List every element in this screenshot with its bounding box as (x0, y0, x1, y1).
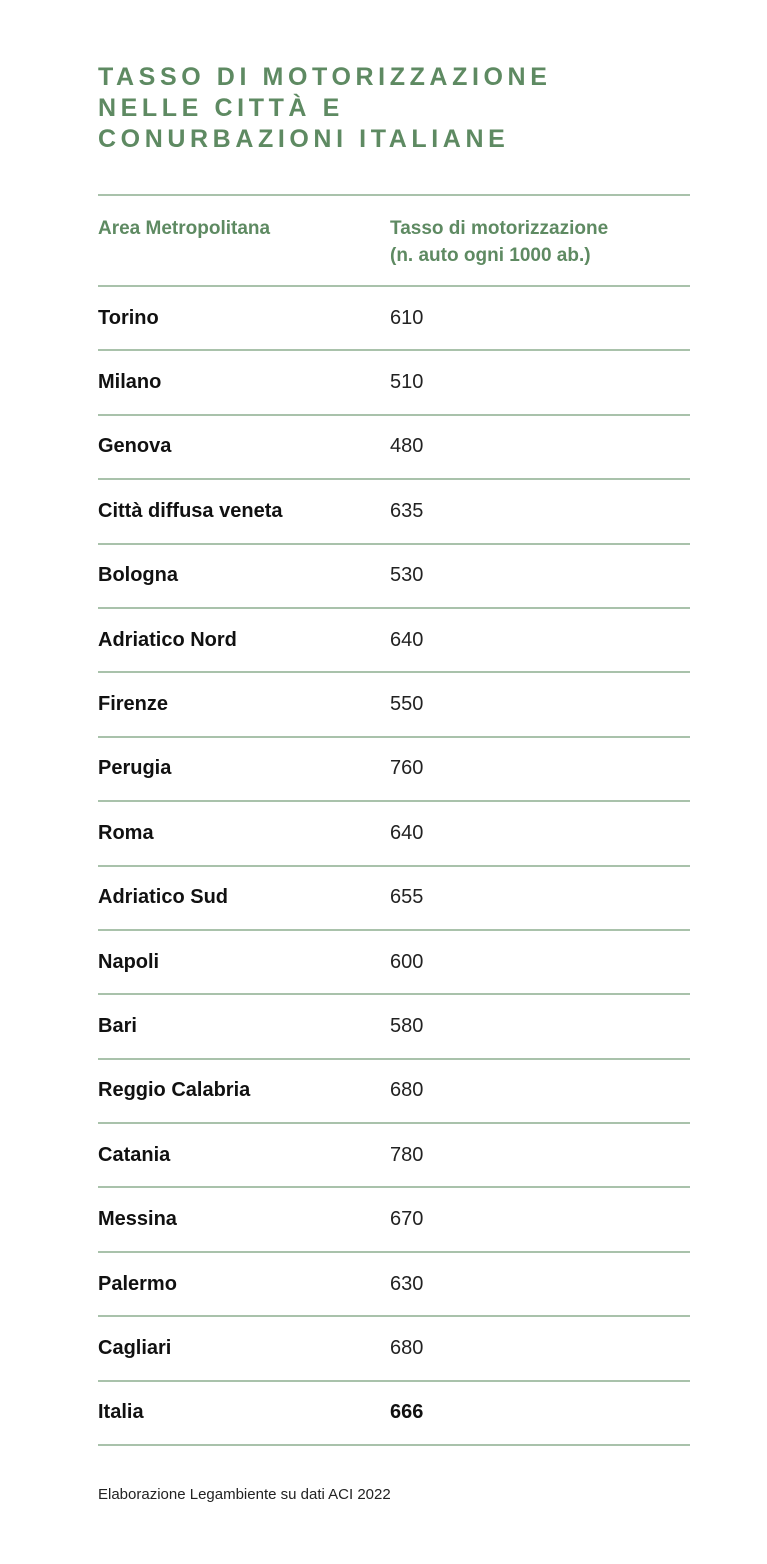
rate-value: 780 (390, 1143, 424, 1166)
area-name: Città diffusa veneta (98, 499, 283, 522)
area-name: Palermo (98, 1272, 177, 1295)
table-row (98, 1253, 690, 1317)
rate-value: 630 (390, 1272, 424, 1295)
header-rate-line-1: Tasso di motorizzazione (390, 218, 609, 239)
title-line-2: NELLE CITTÀ E (98, 94, 344, 122)
area-name: Genova (98, 435, 172, 458)
table-row (98, 1188, 690, 1252)
rate-value: 530 (390, 564, 424, 587)
rate-value: 680 (390, 1079, 424, 1102)
infographic (98, 62, 690, 1424)
page-title (98, 62, 690, 155)
area-name: Roma (98, 821, 154, 844)
area-name: Reggio Calabria (98, 1079, 251, 1102)
area-name: Catania (98, 1143, 171, 1166)
table-row (98, 416, 690, 480)
table-row-total (98, 1382, 690, 1446)
rate-value: 550 (390, 693, 424, 716)
area-name: Italia (98, 1401, 144, 1424)
rate-value: 680 (390, 1336, 424, 1359)
motorization-table (98, 194, 690, 1446)
table-row (98, 738, 690, 802)
header-area: Area Metropolitana (98, 218, 271, 239)
header-rate-line-2: (n. auto ogni 1000 ab.) (390, 245, 591, 266)
title-line-1: TASSO DI MOTORIZZAZIONE (98, 63, 552, 91)
rate-value: 480 (390, 435, 424, 458)
table-row (98, 673, 690, 737)
rate-value: 640 (390, 821, 424, 844)
title-line-3: CONURBAZIONI ITALIANE (98, 125, 510, 153)
area-name: Bari (98, 1014, 137, 1037)
area-name: Torino (98, 306, 159, 329)
area-name: Napoli (98, 950, 160, 973)
table-row (98, 995, 690, 1059)
table-row (98, 287, 690, 351)
table-row (98, 545, 690, 609)
rate-value: 655 (390, 886, 424, 909)
area-name: Messina (98, 1208, 177, 1231)
table-row (98, 1317, 690, 1381)
table-row (98, 1124, 690, 1188)
table-body (98, 287, 690, 1446)
table-header (98, 196, 690, 287)
rate-value: 760 (390, 757, 424, 780)
table-row (98, 351, 690, 415)
table-row (98, 480, 690, 544)
rate-value: 635 (390, 499, 424, 522)
rate-value: 580 (390, 1014, 424, 1037)
area-name: Firenze (98, 693, 169, 716)
table-row (98, 931, 690, 995)
header-rate (390, 215, 690, 285)
source-note: Elaborazione Legambiente su dati ACI 2022 (98, 1486, 391, 1503)
table-row (98, 802, 690, 866)
rate-value: 666 (390, 1401, 424, 1424)
table-row (98, 1060, 690, 1124)
table-row (98, 609, 690, 673)
area-name: Adriatico Nord (98, 628, 237, 651)
rate-value: 600 (390, 950, 424, 973)
rate-value: 670 (390, 1208, 424, 1231)
table-row (98, 867, 690, 931)
area-name: Perugia (98, 757, 172, 780)
area-name: Adriatico Sud (98, 886, 229, 909)
area-name: Cagliari (98, 1336, 172, 1359)
rate-value: 510 (390, 371, 424, 394)
rate-value: 610 (390, 306, 424, 329)
rate-value: 640 (390, 628, 424, 651)
area-name: Milano (98, 371, 162, 394)
area-name: Bologna (98, 564, 178, 587)
